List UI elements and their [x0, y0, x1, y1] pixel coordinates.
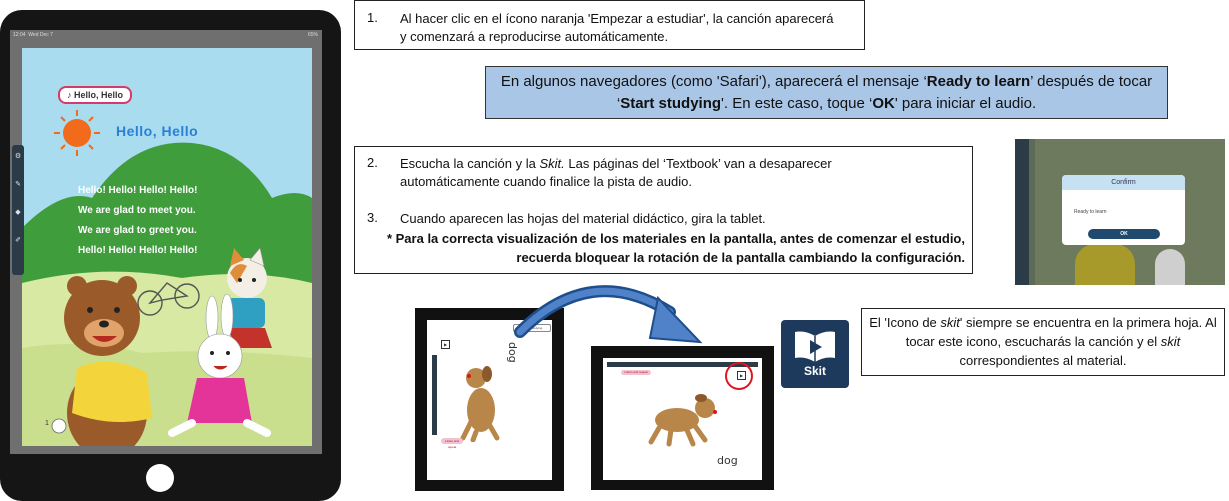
- note-text: ' siempre se encuentra en la primera hoja. Al tocar este icono, escucharás la canción y el: [905, 315, 1217, 349]
- settings-icon[interactable]: ⚙: [14, 153, 22, 160]
- skit-label: Skit: [803, 364, 826, 378]
- rabbit-illustration: [1155, 249, 1185, 285]
- lyric-line: We are glad to meet you.: [78, 205, 196, 216]
- dog-illustration: [451, 362, 511, 442]
- curved-arrow-icon: [500, 272, 720, 372]
- home-button[interactable]: [146, 464, 174, 492]
- notice-text: '. En este caso, toque ‘: [721, 95, 873, 112]
- tablet-frame: [0, 10, 341, 501]
- dialog-title: Confirm: [1062, 175, 1185, 190]
- note-text: correspondientes al material.: [959, 353, 1127, 368]
- skit-icon[interactable]: [781, 320, 849, 388]
- lyric-line: Hello! Hello! Hello! Hello!: [78, 245, 198, 256]
- notice-text: ’ después de tocar ‘: [616, 73, 1153, 112]
- step-text-italic: Skit.: [539, 156, 565, 171]
- dog-illustration: [643, 388, 723, 448]
- status-battery: 65%: [307, 32, 318, 38]
- step-text: [400, 155, 920, 191]
- word-label: dog: [717, 454, 738, 467]
- lyrics-block: [78, 181, 197, 261]
- step-text-part: Las páginas del ‘Textbook’ van a desaparecer automáticamente cuando finalice la pista de audio.: [400, 156, 832, 189]
- listen-repeat-pill: Listen and repeat: [621, 370, 651, 375]
- tool-sidebar: [1015, 139, 1029, 285]
- listen-repeat-pill: Listen and repeat: [441, 438, 463, 444]
- notice-bold: Ready to learn: [926, 73, 1031, 90]
- step-text: Cuando aparecen las hojas del material didáctico, gira la tablet.: [400, 211, 766, 226]
- page-number: 1: [45, 420, 49, 427]
- lyric-line: Hello! Hello! Hello! Hello!: [78, 185, 198, 196]
- step-number: 2.: [367, 155, 378, 170]
- note-text: El 'Icono de: [869, 315, 941, 330]
- page-title: Hello, Hello: [116, 123, 199, 139]
- eraser-icon[interactable]: ◆: [15, 209, 21, 216]
- word-label: dog: [506, 342, 519, 363]
- notice-text: ' para iniciar el audio.: [894, 95, 1037, 112]
- notice-bold: OK: [872, 95, 895, 112]
- ok-button[interactable]: OK: [1088, 229, 1160, 239]
- rotation-lock-note: * Para la correcta visualización de los materiales en la pantalla, antes de comenzar el estudio, recuerda bloquear la rotación de la pantalla cambiando la configuración.: [386, 231, 965, 265]
- bear-illustration: [1075, 244, 1135, 285]
- confirm-dialog-screenshot: [1015, 139, 1225, 285]
- skit-mini-icon[interactable]: ▶: [737, 371, 746, 380]
- tablet-screen: [10, 30, 322, 454]
- landscape-screen: [603, 358, 762, 480]
- dialog-message: Ready to learn: [1074, 209, 1107, 215]
- status-time: 12:04: [13, 32, 26, 38]
- notice-text: En algunos navegadores (como 'Safari'), aparecerá el mensaje ‘: [500, 73, 927, 90]
- step-2-3-box: [354, 146, 973, 274]
- step-text: Al hacer clic en el ícono naranja 'Empezar a estudiar', la canción aparecerá y comenzará a reproducirse automáticamente.: [400, 11, 834, 44]
- marker-icon[interactable]: ✐: [15, 237, 21, 244]
- finish-studying-button[interactable]: Finish Studying: [513, 324, 551, 332]
- pen-icon[interactable]: ✎: [15, 181, 21, 188]
- note-italic: skit: [1160, 334, 1181, 349]
- safari-notice: [485, 66, 1168, 119]
- tool-sidebar: [12, 145, 24, 275]
- step-number: 1.: [367, 10, 378, 25]
- notice-bold: Start studying: [620, 95, 722, 112]
- status-bar: [10, 30, 322, 40]
- lyric-line: We are glad to greet you.: [78, 225, 197, 236]
- tool-sidebar: [432, 355, 437, 435]
- textbook-page[interactable]: [22, 48, 312, 446]
- skit-note-box: [861, 308, 1225, 376]
- step-1-box: [354, 0, 865, 50]
- confirm-dialog: [1062, 175, 1185, 245]
- book-play-icon: [793, 328, 837, 362]
- skit-mini-icon[interactable]: ▶: [441, 340, 450, 349]
- highlight-circle: [725, 362, 753, 390]
- song-badge: ♪ Hello, Hello: [58, 86, 132, 104]
- sun-icon: [54, 110, 100, 156]
- note-italic: skit: [940, 315, 960, 330]
- step-number: 3.: [367, 210, 378, 225]
- step-text-part: Escucha la canción y la: [400, 156, 540, 171]
- status-date: Wed Dec 7: [28, 32, 53, 38]
